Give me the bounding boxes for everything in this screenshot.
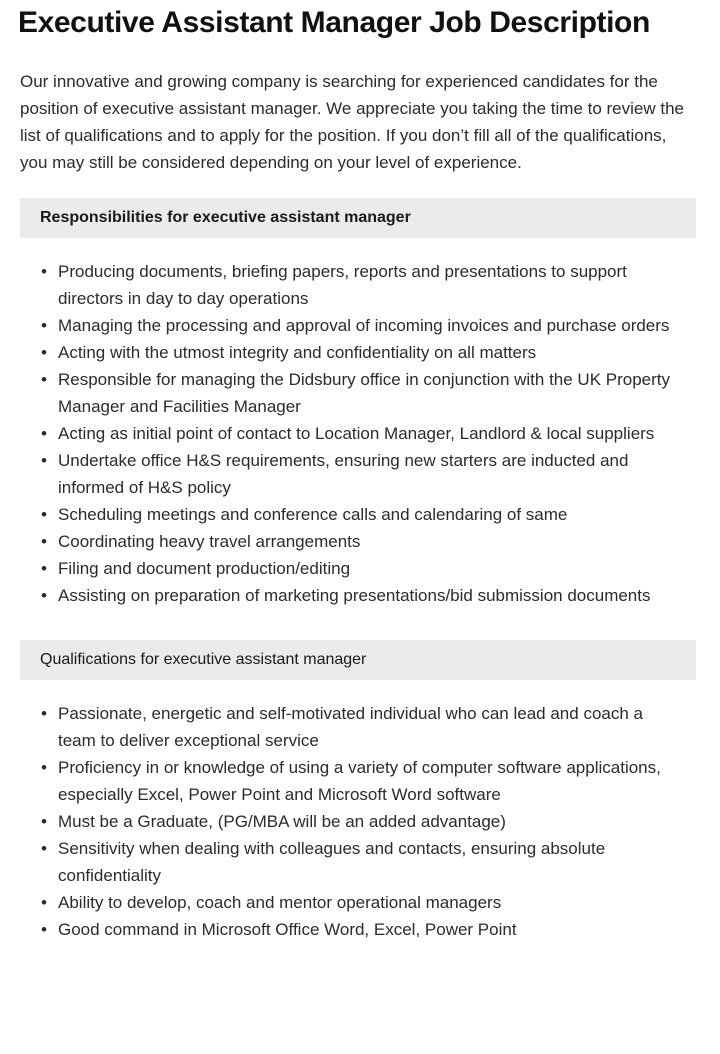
list-item [0, 366, 720, 420]
bullet-icon: • [41, 316, 47, 335]
list-item-text: Must be a Graduate, (PG/MBA will be an added advantage) [58, 812, 506, 831]
list-item-text: Acting as initial point of contact to Location Manager, Landlord & local suppliers [58, 424, 655, 443]
intro-paragraph: Our innovative and growing company is searching for experienced candidates for the position of executive assistant manager. We appreciate you taking the time to review the list of qualifications and to apply for the position. If you don’t fill all of the qualifications, you may still be considered depending on your level of experience. [20, 72, 684, 172]
section-header-band [20, 640, 696, 680]
list-item [0, 258, 720, 312]
bullet-icon: • [41, 758, 47, 777]
list-item [0, 889, 720, 916]
list-item [0, 555, 720, 582]
list-item-text: Managing the processing and approval of incoming invoices and purchase orders [58, 316, 670, 335]
list-item [0, 808, 720, 835]
section [0, 198, 720, 609]
bullet-icon: • [41, 920, 47, 939]
list-item-text: Undertake office H&S requirements, ensuring new starters are inducted and informed of H&S policy [58, 451, 629, 497]
section-heading: Qualifications for executive assistant manager [40, 651, 367, 668]
section-heading: Responsibilities for executive assistant manager [40, 209, 411, 226]
list-item [0, 754, 720, 808]
list-item-text: Good command in Microsoft Office Word, Excel, Power Point [58, 920, 517, 939]
bullet-icon: • [41, 343, 47, 362]
bullet-icon: • [41, 370, 47, 389]
bullet-icon: • [41, 559, 47, 578]
list-item [0, 916, 720, 943]
list-item [0, 582, 720, 609]
page-title: Executive Assistant Manager Job Description [18, 6, 650, 39]
bullet-icon: • [41, 532, 47, 551]
list-item-text: Producing documents, briefing papers, reports and presentations to support directors in day to day operations [58, 262, 627, 308]
list-item-text: Filing and document production/editing [58, 559, 351, 578]
bullet-icon: • [41, 451, 47, 470]
list-item [0, 501, 720, 528]
bullet-icon: • [41, 586, 47, 605]
section-item-list [0, 680, 720, 943]
section-item-list [0, 238, 720, 609]
list-item [0, 312, 720, 339]
list-item-text: Scheduling meetings and conference calls and calendaring of same [58, 505, 568, 524]
list-item-text: Coordinating heavy travel arrangements [58, 532, 361, 551]
list-item-text: Acting with the utmost integrity and confidentiality on all matters [58, 343, 537, 362]
list-item-text: Passionate, energetic and self-motivated individual who can lead and coach a team to deliver exceptional service [58, 704, 643, 750]
bullet-icon: • [41, 262, 47, 281]
bullet-icon: • [41, 839, 47, 858]
sections-container [0, 198, 720, 943]
list-item-text: Responsible for managing the Didsbury office in conjunction with the UK Property Manager and Facilities Manager [58, 370, 671, 416]
list-item-text: Proficiency in or knowledge of using a variety of computer software applications, especially Excel, Power Point and Microsoft Word software [58, 758, 661, 804]
list-item-text: Sensitivity when dealing with colleagues and contacts, ensuring absolute confidentiality [58, 839, 606, 885]
bullet-icon: • [41, 893, 47, 912]
list-item [0, 339, 720, 366]
list-item [0, 420, 720, 447]
list-item [0, 835, 720, 889]
list-item-text: Ability to develop, coach and mentor operational managers [58, 893, 502, 912]
section-header-band [20, 198, 696, 238]
list-item-text: Assisting on preparation of marketing presentations/bid submission documents [58, 586, 651, 605]
bullet-icon: • [41, 424, 47, 443]
section [0, 640, 720, 943]
bullet-icon: • [41, 505, 47, 524]
bullet-icon: • [41, 704, 47, 723]
bullet-icon: • [41, 812, 47, 831]
list-item [0, 700, 720, 754]
list-item [0, 528, 720, 555]
list-item [0, 447, 720, 501]
